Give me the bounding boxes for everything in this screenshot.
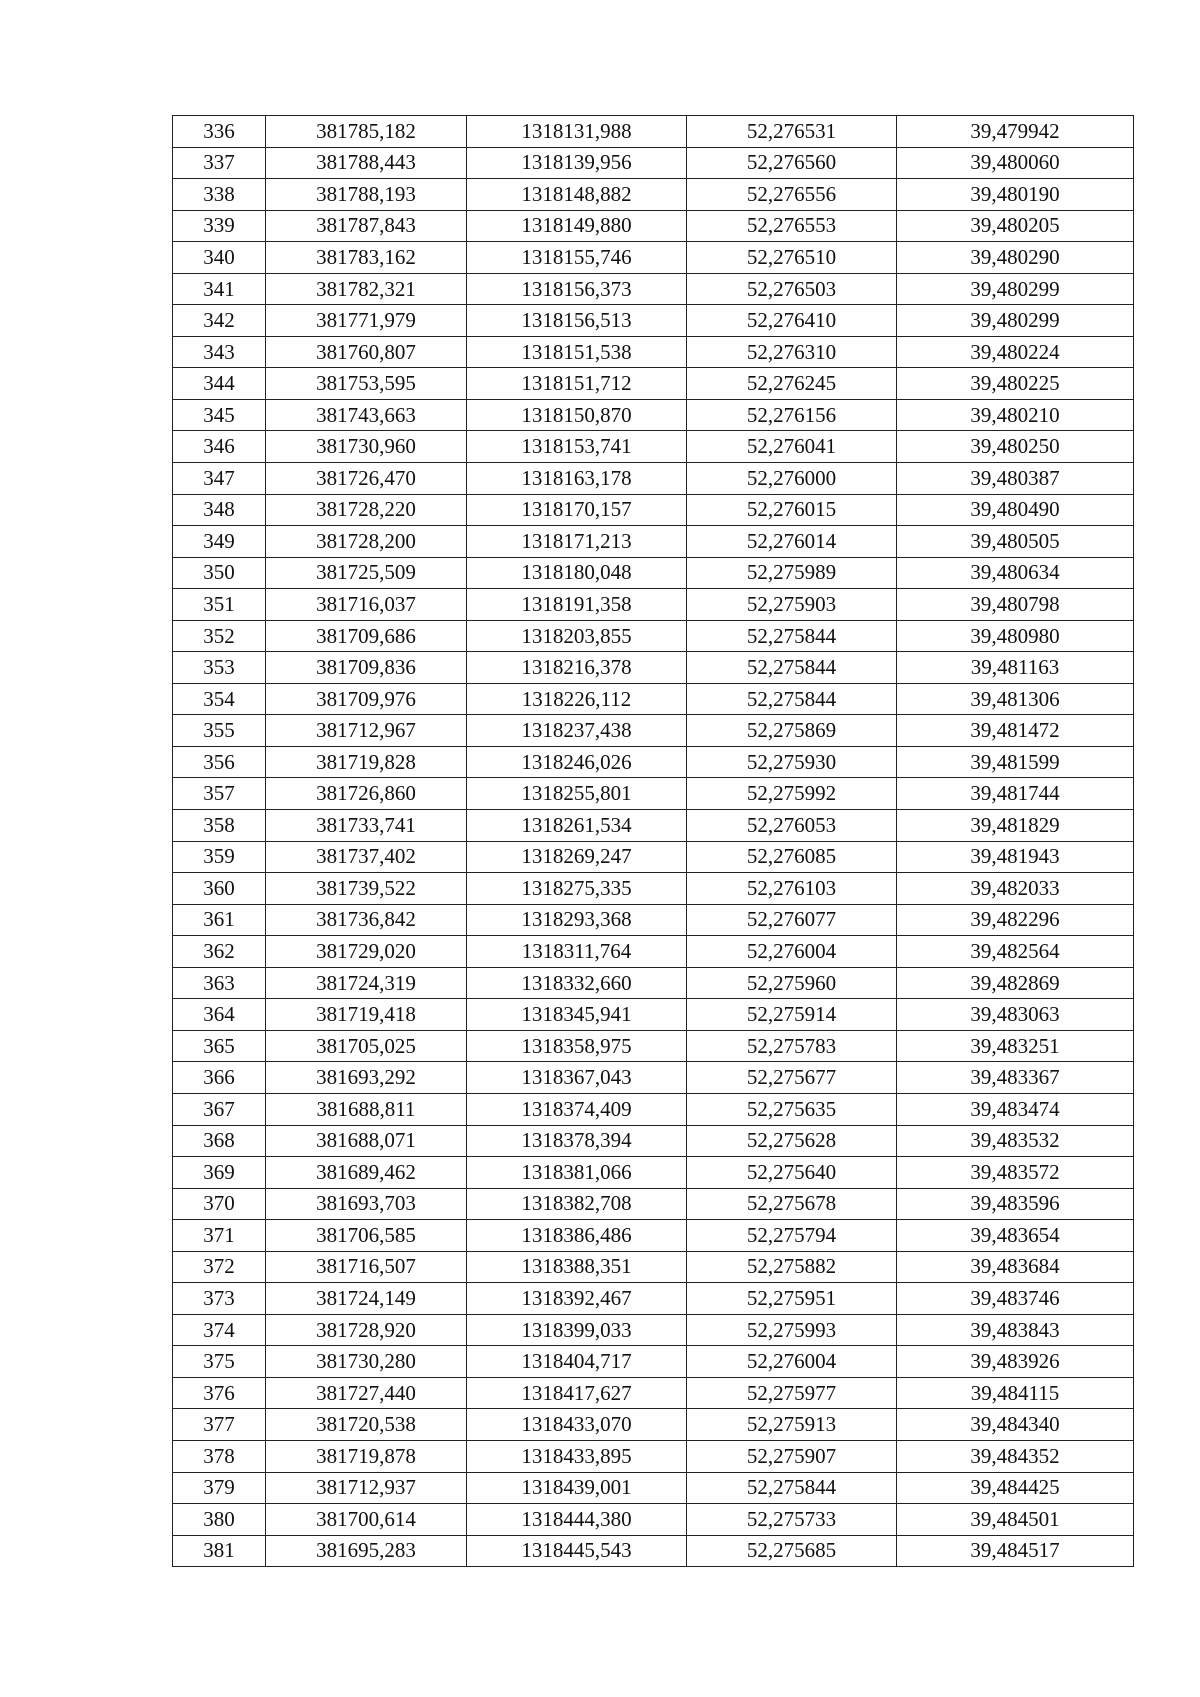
longitude-cell: 39,484517 [897,1535,1134,1567]
longitude-cell: 39,483746 [897,1283,1134,1315]
point-number-cell: 338 [173,179,266,211]
latitude-cell: 52,276503 [687,273,897,305]
x-coordinate-cell: 381724,319 [266,967,467,999]
point-number-cell: 346 [173,431,266,463]
y-coordinate-cell: 1318381,066 [467,1157,687,1189]
table-row [173,557,1134,589]
y-coordinate-cell: 1318388,351 [467,1251,687,1283]
point-number-cell: 344 [173,368,266,400]
table-row [173,778,1134,810]
x-coordinate-cell: 381753,595 [266,368,467,400]
y-coordinate-cell: 1318358,975 [467,1030,687,1062]
longitude-cell: 39,482296 [897,904,1134,936]
y-coordinate-cell: 1318439,001 [467,1472,687,1504]
x-coordinate-cell: 381706,585 [266,1220,467,1252]
y-coordinate-cell: 1318153,741 [467,431,687,463]
y-coordinate-cell: 1318332,660 [467,967,687,999]
y-coordinate-cell: 1318226,112 [467,683,687,715]
latitude-cell: 52,276015 [687,494,897,526]
table-row [173,936,1134,968]
x-coordinate-cell: 381788,193 [266,179,467,211]
latitude-cell: 52,276553 [687,210,897,242]
point-number-cell: 352 [173,620,266,652]
coordinates-table [172,115,1134,1567]
longitude-cell: 39,483654 [897,1220,1134,1252]
longitude-cell: 39,481163 [897,652,1134,684]
table-row [173,399,1134,431]
latitude-cell: 52,275678 [687,1188,897,1220]
latitude-cell: 52,276531 [687,116,897,148]
latitude-cell: 52,276041 [687,431,897,463]
y-coordinate-cell: 1318156,373 [467,273,687,305]
coordinates-table-body [173,116,1134,1567]
longitude-cell: 39,480060 [897,147,1134,179]
point-number-cell: 350 [173,557,266,589]
x-coordinate-cell: 381728,200 [266,526,467,558]
y-coordinate-cell: 1318345,941 [467,999,687,1031]
x-coordinate-cell: 381709,686 [266,620,467,652]
point-number-cell: 372 [173,1251,266,1283]
x-coordinate-cell: 381739,522 [266,873,467,905]
point-number-cell: 374 [173,1314,266,1346]
latitude-cell: 52,275914 [687,999,897,1031]
point-number-cell: 359 [173,841,266,873]
longitude-cell: 39,480250 [897,431,1134,463]
table-row [173,1093,1134,1125]
table-row [173,967,1134,999]
x-coordinate-cell: 381695,283 [266,1535,467,1567]
latitude-cell: 52,275844 [687,620,897,652]
x-coordinate-cell: 381716,507 [266,1251,467,1283]
longitude-cell: 39,484340 [897,1409,1134,1441]
table-row [173,1030,1134,1062]
table-row [173,1157,1134,1189]
x-coordinate-cell: 381782,321 [266,273,467,305]
latitude-cell: 52,275844 [687,652,897,684]
x-coordinate-cell: 381771,979 [266,305,467,337]
point-number-cell: 355 [173,715,266,747]
x-coordinate-cell: 381688,071 [266,1125,467,1157]
x-coordinate-cell: 381725,509 [266,557,467,589]
x-coordinate-cell: 381760,807 [266,336,467,368]
longitude-cell: 39,480299 [897,273,1134,305]
point-number-cell: 354 [173,683,266,715]
point-number-cell: 360 [173,873,266,905]
y-coordinate-cell: 1318191,358 [467,589,687,621]
x-coordinate-cell: 381716,037 [266,589,467,621]
latitude-cell: 52,275677 [687,1062,897,1094]
x-coordinate-cell: 381724,149 [266,1283,467,1315]
table-row [173,1346,1134,1378]
x-coordinate-cell: 381728,220 [266,494,467,526]
point-number-cell: 368 [173,1125,266,1157]
table-row [173,683,1134,715]
table-row [173,1251,1134,1283]
latitude-cell: 52,275783 [687,1030,897,1062]
point-number-cell: 356 [173,746,266,778]
table-row [173,273,1134,305]
longitude-cell: 39,481744 [897,778,1134,810]
x-coordinate-cell: 381712,937 [266,1472,467,1504]
table-row [173,210,1134,242]
x-coordinate-cell: 381719,418 [266,999,467,1031]
longitude-cell: 39,484425 [897,1472,1134,1504]
x-coordinate-cell: 381727,440 [266,1377,467,1409]
point-number-cell: 337 [173,147,266,179]
latitude-cell: 52,276156 [687,399,897,431]
point-number-cell: 361 [173,904,266,936]
table-row [173,1125,1134,1157]
point-number-cell: 340 [173,242,266,274]
table-row [173,620,1134,652]
point-number-cell: 349 [173,526,266,558]
table-row [173,368,1134,400]
y-coordinate-cell: 1318216,378 [467,652,687,684]
y-coordinate-cell: 1318139,956 [467,147,687,179]
table-row [173,1283,1134,1315]
latitude-cell: 52,276410 [687,305,897,337]
latitude-cell: 52,275960 [687,967,897,999]
y-coordinate-cell: 1318246,026 [467,746,687,778]
y-coordinate-cell: 1318433,895 [467,1440,687,1472]
x-coordinate-cell: 381719,878 [266,1440,467,1472]
y-coordinate-cell: 1318293,368 [467,904,687,936]
y-coordinate-cell: 1318378,394 [467,1125,687,1157]
latitude-cell: 52,276004 [687,1346,897,1378]
point-number-cell: 339 [173,210,266,242]
table-row [173,494,1134,526]
longitude-cell: 39,481599 [897,746,1134,778]
latitude-cell: 52,275989 [687,557,897,589]
latitude-cell: 52,275844 [687,1472,897,1504]
table-row [173,999,1134,1031]
x-coordinate-cell: 381712,967 [266,715,467,747]
y-coordinate-cell: 1318261,534 [467,810,687,842]
y-coordinate-cell: 1318163,178 [467,463,687,495]
y-coordinate-cell: 1318180,048 [467,557,687,589]
point-number-cell: 362 [173,936,266,968]
longitude-cell: 39,483684 [897,1251,1134,1283]
x-coordinate-cell: 381705,025 [266,1030,467,1062]
longitude-cell: 39,480798 [897,589,1134,621]
latitude-cell: 52,275635 [687,1093,897,1125]
x-coordinate-cell: 381736,842 [266,904,467,936]
table-row [173,116,1134,148]
longitude-cell: 39,481829 [897,810,1134,842]
longitude-cell: 39,480980 [897,620,1134,652]
x-coordinate-cell: 381700,614 [266,1504,467,1536]
table-row [173,810,1134,842]
latitude-cell: 52,276085 [687,841,897,873]
x-coordinate-cell: 381737,402 [266,841,467,873]
longitude-cell: 39,480299 [897,305,1134,337]
point-number-cell: 363 [173,967,266,999]
point-number-cell: 366 [173,1062,266,1094]
longitude-cell: 39,479942 [897,116,1134,148]
latitude-cell: 52,275992 [687,778,897,810]
y-coordinate-cell: 1318170,157 [467,494,687,526]
y-coordinate-cell: 1318386,486 [467,1220,687,1252]
longitude-cell: 39,484352 [897,1440,1134,1472]
y-coordinate-cell: 1318171,213 [467,526,687,558]
longitude-cell: 39,481943 [897,841,1134,873]
longitude-cell: 39,483367 [897,1062,1134,1094]
y-coordinate-cell: 1318156,513 [467,305,687,337]
y-coordinate-cell: 1318269,247 [467,841,687,873]
table-row [173,1472,1134,1504]
y-coordinate-cell: 1318148,882 [467,179,687,211]
table-row [173,463,1134,495]
latitude-cell: 52,275907 [687,1440,897,1472]
longitude-cell: 39,483532 [897,1125,1134,1157]
point-number-cell: 378 [173,1440,266,1472]
x-coordinate-cell: 381788,443 [266,147,467,179]
latitude-cell: 52,275794 [687,1220,897,1252]
table-row [173,589,1134,621]
latitude-cell: 52,276245 [687,368,897,400]
latitude-cell: 52,276556 [687,179,897,211]
longitude-cell: 39,482869 [897,967,1134,999]
y-coordinate-cell: 1318255,801 [467,778,687,810]
latitude-cell: 52,275930 [687,746,897,778]
latitude-cell: 52,276510 [687,242,897,274]
x-coordinate-cell: 381689,462 [266,1157,467,1189]
y-coordinate-cell: 1318275,335 [467,873,687,905]
longitude-cell: 39,483251 [897,1030,1134,1062]
latitude-cell: 52,276004 [687,936,897,968]
longitude-cell: 39,480490 [897,494,1134,526]
latitude-cell: 52,275628 [687,1125,897,1157]
longitude-cell: 39,482564 [897,936,1134,968]
table-row [173,746,1134,778]
latitude-cell: 52,275903 [687,589,897,621]
y-coordinate-cell: 1318382,708 [467,1188,687,1220]
latitude-cell: 52,275685 [687,1535,897,1567]
point-number-cell: 342 [173,305,266,337]
x-coordinate-cell: 381730,960 [266,431,467,463]
y-coordinate-cell: 1318433,070 [467,1409,687,1441]
y-coordinate-cell: 1318374,409 [467,1093,687,1125]
point-number-cell: 345 [173,399,266,431]
x-coordinate-cell: 381719,828 [266,746,467,778]
longitude-cell: 39,480224 [897,336,1134,368]
point-number-cell: 336 [173,116,266,148]
point-number-cell: 377 [173,1409,266,1441]
table-row [173,305,1134,337]
longitude-cell: 39,483596 [897,1188,1134,1220]
latitude-cell: 52,275733 [687,1504,897,1536]
table-row [173,336,1134,368]
point-number-cell: 358 [173,810,266,842]
latitude-cell: 52,276014 [687,526,897,558]
latitude-cell: 52,275640 [687,1157,897,1189]
point-number-cell: 379 [173,1472,266,1504]
longitude-cell: 39,480210 [897,399,1134,431]
longitude-cell: 39,483926 [897,1346,1134,1378]
y-coordinate-cell: 1318150,870 [467,399,687,431]
longitude-cell: 39,480387 [897,463,1134,495]
x-coordinate-cell: 381783,162 [266,242,467,274]
y-coordinate-cell: 1318237,438 [467,715,687,747]
longitude-cell: 39,480634 [897,557,1134,589]
latitude-cell: 52,276000 [687,463,897,495]
table-row [173,652,1134,684]
latitude-cell: 52,276560 [687,147,897,179]
x-coordinate-cell: 381720,538 [266,1409,467,1441]
latitude-cell: 52,275882 [687,1251,897,1283]
latitude-cell: 52,275844 [687,683,897,715]
latitude-cell: 52,275951 [687,1283,897,1315]
table-row [173,1440,1134,1472]
point-number-cell: 357 [173,778,266,810]
longitude-cell: 39,483474 [897,1093,1134,1125]
y-coordinate-cell: 1318311,764 [467,936,687,968]
point-number-cell: 341 [173,273,266,305]
x-coordinate-cell: 381709,836 [266,652,467,684]
table-row [173,1377,1134,1409]
table-row [173,873,1134,905]
x-coordinate-cell: 381733,741 [266,810,467,842]
latitude-cell: 52,275913 [687,1409,897,1441]
table-row [173,841,1134,873]
y-coordinate-cell: 1318399,033 [467,1314,687,1346]
table-row [173,1409,1134,1441]
x-coordinate-cell: 381787,843 [266,210,467,242]
point-number-cell: 367 [173,1093,266,1125]
x-coordinate-cell: 381726,860 [266,778,467,810]
point-number-cell: 353 [173,652,266,684]
y-coordinate-cell: 1318417,627 [467,1377,687,1409]
point-number-cell: 381 [173,1535,266,1567]
longitude-cell: 39,480205 [897,210,1134,242]
longitude-cell: 39,484501 [897,1504,1134,1536]
table-row [173,1314,1134,1346]
point-number-cell: 376 [173,1377,266,1409]
point-number-cell: 347 [173,463,266,495]
longitude-cell: 39,480225 [897,368,1134,400]
table-row [173,179,1134,211]
x-coordinate-cell: 381729,020 [266,936,467,968]
x-coordinate-cell: 381730,280 [266,1346,467,1378]
y-coordinate-cell: 1318445,543 [467,1535,687,1567]
table-row [173,1220,1134,1252]
x-coordinate-cell: 381693,703 [266,1188,467,1220]
y-coordinate-cell: 1318404,717 [467,1346,687,1378]
point-number-cell: 375 [173,1346,266,1378]
y-coordinate-cell: 1318392,467 [467,1283,687,1315]
x-coordinate-cell: 381693,292 [266,1062,467,1094]
y-coordinate-cell: 1318131,988 [467,116,687,148]
latitude-cell: 52,276077 [687,904,897,936]
longitude-cell: 39,480505 [897,526,1134,558]
table-row [173,1535,1134,1567]
longitude-cell: 39,482033 [897,873,1134,905]
point-number-cell: 369 [173,1157,266,1189]
point-number-cell: 351 [173,589,266,621]
y-coordinate-cell: 1318367,043 [467,1062,687,1094]
table-row [173,1062,1134,1094]
longitude-cell: 39,483063 [897,999,1134,1031]
table-row [173,904,1134,936]
point-number-cell: 380 [173,1504,266,1536]
table-row [173,526,1134,558]
x-coordinate-cell: 381688,811 [266,1093,467,1125]
y-coordinate-cell: 1318149,880 [467,210,687,242]
table-row [173,1188,1134,1220]
latitude-cell: 52,275869 [687,715,897,747]
longitude-cell: 39,483843 [897,1314,1134,1346]
latitude-cell: 52,276310 [687,336,897,368]
x-coordinate-cell: 381743,663 [266,399,467,431]
longitude-cell: 39,481306 [897,683,1134,715]
y-coordinate-cell: 1318203,855 [467,620,687,652]
y-coordinate-cell: 1318155,746 [467,242,687,274]
point-number-cell: 371 [173,1220,266,1252]
point-number-cell: 364 [173,999,266,1031]
table-row [173,431,1134,463]
longitude-cell: 39,480290 [897,242,1134,274]
x-coordinate-cell: 381785,182 [266,116,467,148]
longitude-cell: 39,481472 [897,715,1134,747]
longitude-cell: 39,483572 [897,1157,1134,1189]
x-coordinate-cell: 381728,920 [266,1314,467,1346]
point-number-cell: 373 [173,1283,266,1315]
table-row [173,147,1134,179]
table-row [173,242,1134,274]
y-coordinate-cell: 1318151,712 [467,368,687,400]
y-coordinate-cell: 1318444,380 [467,1504,687,1536]
latitude-cell: 52,275977 [687,1377,897,1409]
longitude-cell: 39,480190 [897,179,1134,211]
point-number-cell: 343 [173,336,266,368]
latitude-cell: 52,275993 [687,1314,897,1346]
point-number-cell: 365 [173,1030,266,1062]
x-coordinate-cell: 381709,976 [266,683,467,715]
longitude-cell: 39,484115 [897,1377,1134,1409]
y-coordinate-cell: 1318151,538 [467,336,687,368]
point-number-cell: 370 [173,1188,266,1220]
table-row [173,715,1134,747]
point-number-cell: 348 [173,494,266,526]
x-coordinate-cell: 381726,470 [266,463,467,495]
latitude-cell: 52,276053 [687,810,897,842]
latitude-cell: 52,276103 [687,873,897,905]
table-row [173,1504,1134,1536]
